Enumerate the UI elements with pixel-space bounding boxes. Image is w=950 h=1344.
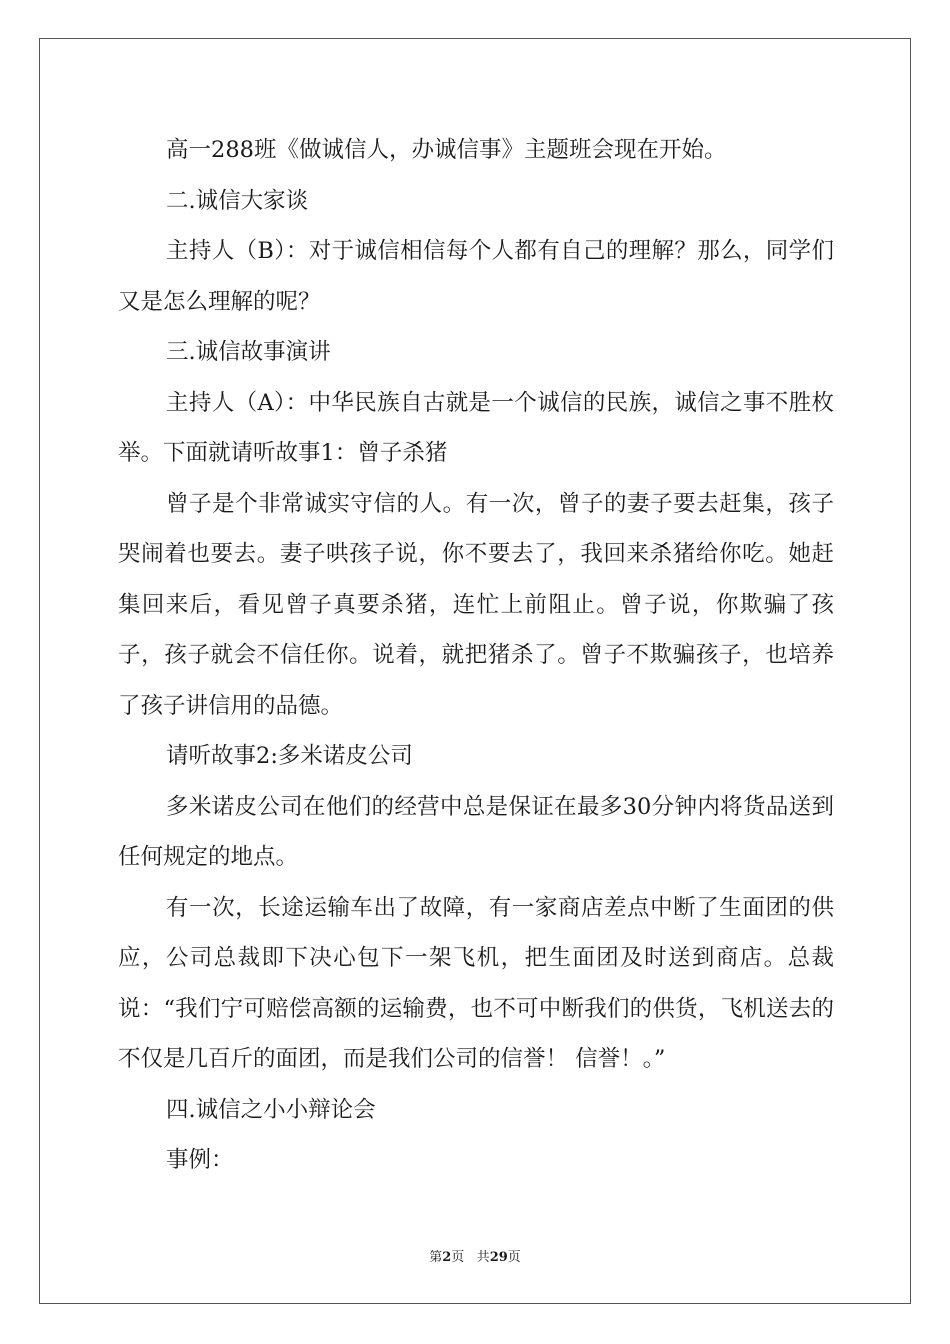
paragraph-host-a: 主持人（A）：中华民族自古就是一个诚信的民族，诚信之事不胜枚举。下面就请听故事1：曾子杀猪 [118,389,834,466]
paragraph-intro: 高一288班《做诚信人，办诚信事》主题班会现在开始。 [166,137,727,163]
section-heading-3: 三.诚信故事演讲 [166,339,331,365]
paragraph-story-2-title: 请听故事2:多米诺皮公司 [166,743,413,769]
footer-total-suffix: 页 [507,1250,521,1265]
footer-total-prefix: 共 [476,1250,490,1265]
section-heading-2: 二.诚信大家谈 [166,187,309,214]
paragraph-example: 事例： [166,1147,234,1173]
paragraph-story-2-intro: 多米诺皮公司在他们的经营中总是保证在最多30分钟内将货品送到任何规定的地点。 [118,793,834,870]
paragraph-story-1: 曾子是个非常诚实守信的人。有一次，曾子的妻子要去赶集，孩子哭闹着也要去。妻子哄孩子说，你不要去了，我回来杀猪给你吃。她赶集回来后，看见曾子真要杀猪，连忙上前阻止。曾子说，你欺骗了孩子，孩子就会不信任你。说着，就把猪杀了。曾子不欺骗孩子，也培养了孩子讲信用的品德。 [118,490,834,719]
footer-page-number: 2 [442,1250,452,1265]
document-body [118,125,834,1186]
paragraph-host-b: 主持人（B）：对于诚信相信每个人都有自己的理解？那么，同学们又是怎么理解的呢？ [118,238,834,315]
footer-page-suffix: 页 [451,1250,465,1265]
paragraph-story-2-body: 有一次，长途运输车出了故障，有一家商店差点中断了生面团的供应，公司总裁即下决心包下一架飞机，把生面团及时送到商店。总裁说：“我们宁可赔偿高额的运输费，也不可中断我们的供货，飞机送去的不仅是几百斤的面团，而是我们公司的信誉！ 信誉！。” [118,894,834,1072]
footer-total-pages: 29 [489,1250,508,1265]
page-footer [0,1246,950,1265]
section-heading-4: 四.诚信之小小辩论会 [166,1096,376,1123]
footer-prefix: 第 [429,1250,443,1265]
